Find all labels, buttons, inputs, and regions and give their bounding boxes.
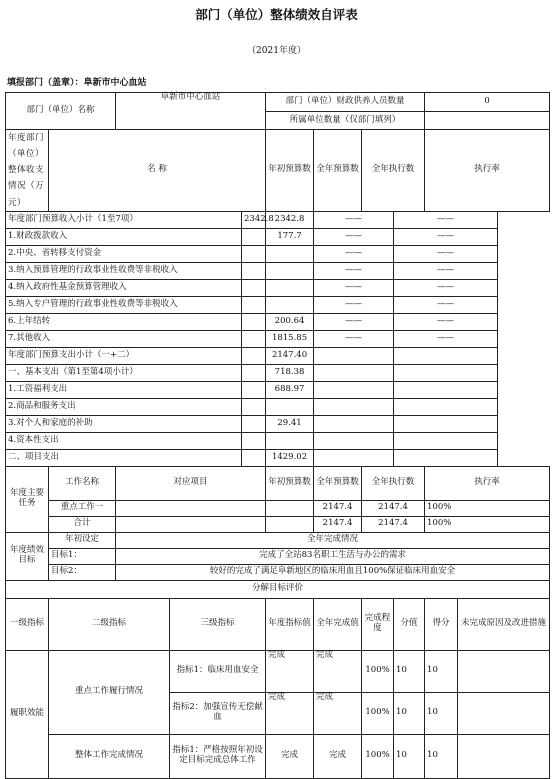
task-name: 重点工作一 (49, 500, 116, 516)
budget-item-exec (314, 398, 394, 415)
table-row (6, 398, 550, 415)
budget-col-full: 全年预算数 (314, 130, 362, 212)
budget-item-name: 1.工资福利支出 (6, 381, 242, 398)
budget-item-full: 2342.8 (266, 211, 314, 228)
task-project (116, 516, 266, 532)
budget-item-initial: 2342.8 (242, 211, 266, 228)
table-row (6, 432, 550, 449)
budget-item-exec (314, 364, 394, 381)
task-rate: 100% (425, 516, 550, 532)
budget-item-exec: —— (314, 296, 394, 313)
goals-col-initial: 年初设定 (49, 532, 116, 548)
budget-item-rate: —— (394, 296, 498, 313)
budget-item-rate: —— (394, 228, 498, 245)
table-row (6, 313, 550, 330)
budget-item-rate (394, 415, 498, 432)
eval-col-level2: 二级指标 (49, 598, 170, 650)
budget-item-full: 2147.40 (266, 347, 314, 364)
budget-side-label: 年度部门（单位）整体收支情况（万元） (6, 130, 49, 212)
budget-item-name: 5.纳入专户管理的行政事业性收费等非税收入 (6, 296, 242, 313)
table-row (6, 500, 550, 516)
report-year: （2021年度） (247, 46, 306, 56)
budget-item-initial (242, 330, 266, 347)
budget-item-name: 年度部门预算支出小计（一+二） (6, 347, 242, 364)
evaluation-table (5, 92, 550, 779)
budget-item-full: 718.38 (266, 364, 314, 381)
budget-item-exec (314, 347, 394, 364)
budget-item-initial (242, 279, 266, 296)
budget-item-name: 7.其他收入 (6, 330, 242, 347)
budget-item-name: 二、项目支出 (6, 449, 242, 466)
goal-text: 完成了全站83名职工生活与办公的需求 (116, 548, 550, 564)
staff-count-value: 0 (425, 93, 550, 112)
task-exec: 2147.4 (362, 516, 425, 532)
eval-actual: 完成 (314, 650, 362, 692)
budget-item-full (266, 262, 314, 279)
budget-item-initial (242, 245, 266, 262)
table-row (6, 347, 550, 364)
subunits-value (425, 112, 550, 130)
eval-score: 10 (394, 692, 425, 734)
budget-item-initial (242, 415, 266, 432)
task-initial (266, 500, 314, 516)
tasks-side-label: 年度主要任务 (6, 466, 49, 532)
dept-name-value: 阜新市中心血站 (116, 93, 266, 130)
budget-item-full (266, 296, 314, 313)
budget-item-exec: —— (314, 228, 394, 245)
eval-target: 完成 (266, 650, 314, 692)
eval-score: 10 (394, 650, 425, 692)
table-row (6, 449, 550, 466)
budget-item-exec (314, 415, 394, 432)
goals-col-complete: 全年完成情况 (116, 532, 550, 548)
budget-item-exec: —— (314, 245, 394, 262)
eval-reason (458, 650, 550, 692)
eval-target: 完成 (266, 692, 314, 734)
eval-level3-value: 指标1：严格按照年初设定目标完成总体工作 (170, 734, 266, 778)
budget-item-full: 1815.85 (266, 330, 314, 347)
eval-actual: 完成 (314, 734, 362, 778)
table-row (6, 548, 550, 564)
table-row (6, 330, 550, 347)
budget-item-initial (242, 449, 266, 466)
table-row (6, 211, 550, 228)
budget-item-name: 一、基本支出（第1至第4项小计） (6, 364, 242, 381)
budget-item-initial (242, 347, 266, 364)
eval-col-level3: 三级指标 (170, 598, 266, 650)
budget-item-rate (394, 347, 498, 364)
budget-item-initial (242, 398, 266, 415)
budget-item-initial (242, 432, 266, 449)
eval-reason (458, 692, 550, 734)
eval-level1-value: 履职效能 (6, 650, 49, 778)
eval-col-reason: 未完成原因及改进措施 (458, 598, 550, 650)
eval-level2-value: 整体工作完成情况 (49, 734, 170, 778)
budget-item-exec: —— (314, 262, 394, 279)
eval-degree: 100% (362, 650, 394, 692)
goal-text: 较好的完成了满足阜新地区的临床用血且100%保证临床用血安全 (116, 564, 550, 580)
budget-item-rate: —— (394, 211, 498, 228)
budget-item-rate (394, 432, 498, 449)
tasks-col-name: 工作名称 (49, 466, 116, 500)
budget-item-name: 4.资本性支出 (6, 432, 242, 449)
table-row (6, 228, 550, 245)
table-row (6, 262, 550, 279)
eval-degree: 100% (362, 734, 394, 778)
table-row (6, 415, 550, 432)
eval-target: 完成 (266, 734, 314, 778)
budget-item-name: 2.商品和服务支出 (6, 398, 242, 415)
table-row (6, 279, 550, 296)
task-exec: 2147.4 (362, 500, 425, 516)
table-row (6, 650, 550, 692)
eval-col-level1: 一级指标 (6, 598, 49, 650)
task-project (116, 500, 266, 516)
budget-item-name: 3.对个人和家庭的补助 (6, 415, 242, 432)
budget-item-initial (242, 262, 266, 279)
tasks-col-rate: 执行率 (425, 466, 550, 500)
goal-label: 目标2： (49, 564, 116, 580)
eval-col-degree: 完成程度 (362, 598, 394, 650)
eval-col-got: 得分 (425, 598, 458, 650)
budget-item-exec: —— (314, 211, 394, 228)
eval-col-actual: 全年完成值 (314, 598, 362, 650)
eval-degree: 100% (362, 692, 394, 734)
budget-item-full: 1429.02 (266, 449, 314, 466)
table-row (6, 734, 550, 778)
budget-item-name: 2.中央、省转移支付资金 (6, 245, 242, 262)
budget-item-exec: —— (314, 279, 394, 296)
eval-reason (458, 734, 550, 778)
budget-item-full (266, 245, 314, 262)
budget-item-rate: —— (394, 245, 498, 262)
budget-item-rate (394, 381, 498, 398)
budget-item-rate (394, 449, 498, 466)
task-initial (266, 516, 314, 532)
budget-item-initial (242, 364, 266, 381)
page-title: 部门（单位）整体绩效自评表 (195, 7, 358, 22)
budget-col-exec: 全年执行数 (362, 130, 425, 212)
budget-name-header: 名 称 (49, 130, 266, 212)
budget-item-name: 4.纳入政府性基金预算管理收入 (6, 279, 242, 296)
budget-item-full (266, 398, 314, 415)
budget-item-rate: —— (394, 313, 498, 330)
budget-item-exec: —— (314, 330, 394, 347)
task-name: 合计 (49, 516, 116, 532)
budget-col-rate: 执行率 (425, 130, 550, 212)
budget-col-initial: 年初预算数 (266, 130, 314, 212)
task-rate: 100% (425, 500, 550, 516)
tasks-col-exec: 全年执行数 (362, 466, 425, 500)
reporting-unit: 填报部门（盖章）：阜新市中心血站 (7, 78, 147, 88)
eval-col-target: 年度指标值 (266, 598, 314, 650)
budget-item-full: 688.97 (266, 381, 314, 398)
budget-item-exec (314, 381, 394, 398)
budget-item-exec (314, 449, 394, 466)
budget-item-rate: —— (394, 330, 498, 347)
table-row (6, 381, 550, 398)
tasks-col-project: 对应项目 (116, 466, 266, 500)
budget-item-name: 1.财政拨款收入 (6, 228, 242, 245)
dept-name-label: 部门（单位）名称 (6, 93, 116, 130)
budget-item-initial (242, 381, 266, 398)
table-row (6, 296, 550, 313)
budget-item-exec (314, 432, 394, 449)
eval-actual: 完成 (314, 692, 362, 734)
budget-item-initial (242, 296, 266, 313)
subunits-label: 所属单位数量（仅部门填列） (266, 112, 425, 130)
goal-label: 目标1： (49, 548, 116, 564)
table-row (6, 364, 550, 381)
eval-level2-value: 重点工作履行情况 (49, 650, 170, 734)
budget-item-initial (242, 313, 266, 330)
budget-item-full (266, 432, 314, 449)
budget-item-rate (394, 364, 498, 381)
budget-item-rate: —— (394, 262, 498, 279)
table-row (6, 564, 550, 580)
budget-item-name: 3.纳入预算管理的行政事业性收费等非税收入 (6, 262, 242, 279)
goals-side-label: 年度绩效目标 (6, 532, 49, 580)
table-row (6, 516, 550, 532)
budget-item-rate: —— (394, 279, 498, 296)
table-row (6, 245, 550, 262)
staff-count-label: 部门（单位）财政供养人员数量 (266, 93, 425, 112)
tasks-col-full: 全年预算数 (314, 466, 362, 500)
tasks-col-initial: 年初预算数 (266, 466, 314, 500)
budget-item-full: 29.41 (266, 415, 314, 432)
eval-score: 10 (394, 734, 425, 778)
eval-section-title: 分解目标评价 (6, 580, 550, 598)
budget-item-initial (242, 228, 266, 245)
eval-got: 10 (425, 692, 458, 734)
budget-item-full: 177.7 (266, 228, 314, 245)
eval-got: 10 (425, 650, 458, 692)
budget-item-full (266, 279, 314, 296)
budget-item-rate (394, 398, 498, 415)
budget-item-name: 6.上年结转 (6, 313, 242, 330)
eval-level3-value: 指标1：临床用血安全 (170, 650, 266, 692)
task-full: 2147.4 (314, 516, 362, 532)
budget-item-full: 200.64 (266, 313, 314, 330)
budget-item-name: 年度部门预算收入小计（1至7项） (6, 211, 242, 228)
eval-col-score: 分值 (394, 598, 425, 650)
task-full: 2147.4 (314, 500, 362, 516)
budget-item-exec: —— (314, 313, 394, 330)
eval-level3-value: 指标2：加强宣传无偿献血 (170, 692, 266, 734)
eval-got: 10 (425, 734, 458, 778)
